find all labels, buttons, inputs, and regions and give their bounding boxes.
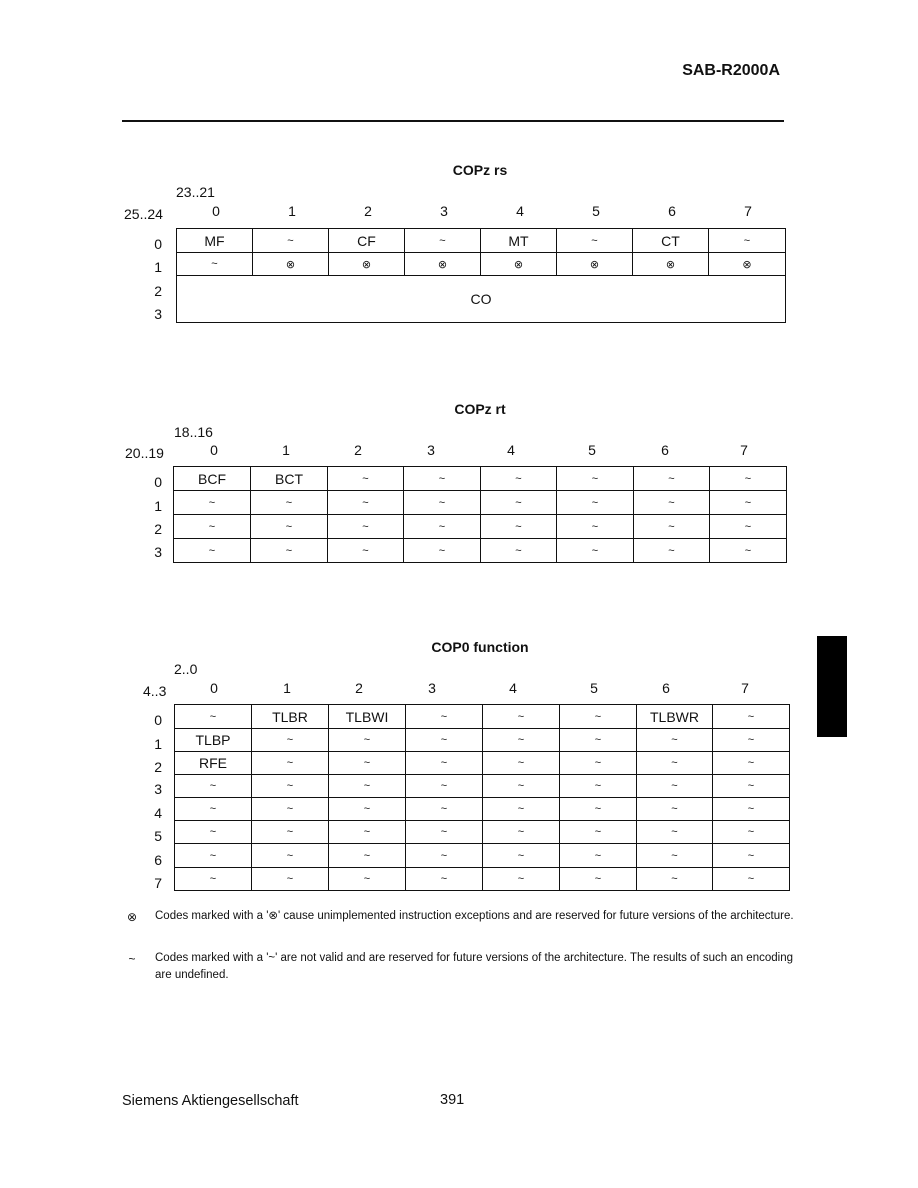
- col-header: 2: [355, 680, 363, 696]
- table-cell: TLBP: [175, 729, 252, 752]
- table-cell: ~: [637, 868, 713, 891]
- table-row: [177, 229, 786, 253]
- col-header: 0: [212, 203, 220, 219]
- table-cell: TLBWI: [329, 705, 406, 729]
- table-cell: ~: [713, 798, 790, 821]
- copz-rt-table: [173, 466, 787, 563]
- reserved-exception-cell: ⊗: [405, 253, 481, 276]
- table-cell: ~: [329, 798, 406, 821]
- col-header: 3: [428, 680, 436, 696]
- table-cell: ~: [557, 491, 634, 515]
- table-cell: ~: [483, 868, 560, 891]
- table-cell: ~: [174, 491, 251, 515]
- table-cell: ~: [713, 729, 790, 752]
- table-cell: ~: [483, 798, 560, 821]
- reserved-exception-cell: ⊗: [557, 253, 633, 276]
- table-cell: ~: [713, 868, 790, 891]
- table-cell: MT: [481, 229, 557, 253]
- table-cell: MF: [177, 229, 253, 253]
- table-cell: BCF: [174, 467, 251, 491]
- table-row: [177, 276, 786, 323]
- col-header: 5: [590, 680, 598, 696]
- table-cell: ~: [481, 491, 557, 515]
- col-header: 0: [210, 442, 218, 458]
- table-cell: ~: [557, 229, 633, 253]
- reserved-exception-cell: ⊗: [253, 253, 329, 276]
- table-cell: ~: [560, 821, 637, 844]
- table-cell: ~: [483, 775, 560, 798]
- table-cell: ~: [557, 515, 634, 539]
- row-header: 1: [154, 259, 162, 275]
- row-header: 2: [154, 521, 162, 537]
- note-reserved-exception: Codes marked with a '⊗' cause unimplemented instruction exceptions and are reserved for future versions of the architecture.: [155, 910, 794, 922]
- table-cell: ~: [252, 821, 329, 844]
- row-header: 1: [154, 498, 162, 514]
- thumb-index-tab: [817, 636, 847, 737]
- table-cell: ~: [404, 515, 481, 539]
- table-cell: ~: [483, 729, 560, 752]
- note-symbol-reserved-exception: ⊗: [126, 910, 138, 924]
- table-cell: ~: [252, 775, 329, 798]
- table-cell: ~: [634, 467, 710, 491]
- table-cell: ~: [174, 539, 251, 563]
- table-cell: ~: [328, 515, 404, 539]
- table-cell: ~: [406, 705, 483, 729]
- table-cell: ~: [175, 844, 252, 868]
- table-cell: ~: [405, 229, 481, 253]
- table-cell: ~: [329, 821, 406, 844]
- table-cell: ~: [637, 775, 713, 798]
- table-cell: TLBR: [252, 705, 329, 729]
- col-header: 1: [282, 442, 290, 458]
- table-cell: ~: [177, 253, 253, 276]
- row-header: 0: [154, 712, 162, 728]
- note-invalid: Codes marked with a '~' are not valid and are reserved for future versions of the architecture. The results of such an encoding are undefined.: [155, 952, 793, 981]
- col-header: 0: [210, 680, 218, 696]
- table-cell: ~: [483, 844, 560, 868]
- table-cell: ~: [175, 798, 252, 821]
- table-cell: ~: [483, 705, 560, 729]
- table-cell: ~: [713, 775, 790, 798]
- table-cell: ~: [406, 775, 483, 798]
- table-cell: ~: [252, 798, 329, 821]
- col-header: 7: [744, 203, 752, 219]
- table-row: [174, 467, 787, 491]
- col-header: 4: [507, 442, 515, 458]
- table-cell: ~: [481, 467, 557, 491]
- table-cell: CF: [329, 229, 405, 253]
- header-rule: [122, 120, 784, 122]
- table-cell: ~: [251, 539, 328, 563]
- table-cell: ~: [252, 868, 329, 891]
- reserved-exception-cell: ⊗: [709, 253, 786, 276]
- table-cell: ~: [634, 515, 710, 539]
- table-cell: BCT: [251, 467, 328, 491]
- table-row: [177, 253, 786, 276]
- table-cell: ~: [253, 229, 329, 253]
- col-header: 6: [661, 442, 669, 458]
- table-cell: ~: [252, 752, 329, 775]
- reserved-exception-cell: ⊗: [481, 253, 557, 276]
- note-symbol-invalid: ~: [128, 952, 136, 966]
- table-cell: ~: [483, 821, 560, 844]
- table-cell: ~: [713, 821, 790, 844]
- table-cell: ~: [406, 729, 483, 752]
- table-cell: ~: [328, 467, 404, 491]
- table-cell: ~: [637, 821, 713, 844]
- table-cell: ~: [560, 798, 637, 821]
- table-cell: ~: [713, 844, 790, 868]
- table-cell: ~: [251, 491, 328, 515]
- copz-rs-title: COPz rs: [452, 162, 508, 178]
- table-cell: ~: [634, 491, 710, 515]
- col-header: 6: [668, 203, 676, 219]
- copz-rt-col-bits: 18..16: [174, 424, 213, 440]
- copz-rs-table: [176, 228, 786, 323]
- cop0-function-title: COP0 function: [431, 639, 529, 655]
- col-header: 6: [662, 680, 670, 696]
- table-cell: ~: [404, 467, 481, 491]
- table-cell: ~: [175, 775, 252, 798]
- table-cell: ~: [560, 844, 637, 868]
- table-row: [174, 539, 787, 563]
- table-cell: ~: [637, 752, 713, 775]
- table-cell: ~: [634, 539, 710, 563]
- col-header: 2: [354, 442, 362, 458]
- table-cell: ~: [710, 515, 787, 539]
- table-cell: ~: [560, 729, 637, 752]
- table-cell: ~: [637, 844, 713, 868]
- table-cell: ~: [709, 229, 786, 253]
- row-header: 3: [154, 306, 162, 322]
- table-row: [175, 868, 790, 891]
- table-cell: ~: [329, 752, 406, 775]
- row-header: 0: [154, 474, 162, 490]
- table-cell: ~: [713, 705, 790, 729]
- row-header: 2: [154, 759, 162, 775]
- copz-rt-row-bits: 20..19: [125, 445, 164, 461]
- row-header: 6: [154, 852, 162, 868]
- reserved-exception-cell: ⊗: [329, 253, 405, 276]
- table-cell: ~: [174, 515, 251, 539]
- col-header: 1: [288, 203, 296, 219]
- col-header: 3: [440, 203, 448, 219]
- table-cell: ~: [713, 752, 790, 775]
- table-cell: ~: [175, 821, 252, 844]
- copz-rt-title: COPz rt: [454, 401, 506, 417]
- table-cell: ~: [175, 705, 252, 729]
- table-cell: ~: [329, 775, 406, 798]
- col-header: 5: [588, 442, 596, 458]
- row-header: 2: [154, 283, 162, 299]
- table-cell: ~: [483, 752, 560, 775]
- table-row: [175, 775, 790, 798]
- table-cell: ~: [637, 798, 713, 821]
- row-header: 4: [154, 805, 162, 821]
- table-cell: ~: [406, 752, 483, 775]
- row-header: 5: [154, 828, 162, 844]
- table-cell: ~: [557, 539, 634, 563]
- row-header: 0: [154, 236, 162, 252]
- cop0-col-bits: 2..0: [174, 661, 198, 677]
- table-cell: ~: [406, 844, 483, 868]
- row-header: 3: [154, 781, 162, 797]
- document-id: SAB-R2000A: [682, 62, 780, 79]
- col-header: 4: [509, 680, 517, 696]
- col-header: 4: [516, 203, 524, 219]
- row-header: 1: [154, 736, 162, 752]
- footer-company: Siemens Aktiengesellschaft: [122, 1093, 299, 1109]
- table-row: [175, 752, 790, 775]
- col-header: 5: [592, 203, 600, 219]
- copz-rs-row-bits: 25..24: [124, 206, 163, 222]
- copz-rs-col-bits: 23..21: [176, 184, 215, 200]
- table-cell: ~: [252, 844, 329, 868]
- table-row: [174, 491, 787, 515]
- table-cell: ~: [560, 775, 637, 798]
- table-row: [175, 705, 790, 729]
- row-header: 7: [154, 875, 162, 891]
- col-header: 1: [283, 680, 291, 696]
- table-cell: ~: [481, 539, 557, 563]
- table-cell: ~: [406, 868, 483, 891]
- table-cell: ~: [710, 467, 787, 491]
- table-cell: ~: [406, 798, 483, 821]
- table-cell: ~: [328, 539, 404, 563]
- cop0-row-bits: 4..3: [143, 683, 167, 699]
- table-cell: ~: [175, 868, 252, 891]
- table-cell: ~: [329, 729, 406, 752]
- col-header: 7: [741, 680, 749, 696]
- table-cell: ~: [710, 491, 787, 515]
- table-cell: ~: [329, 868, 406, 891]
- table-row: [175, 844, 790, 868]
- table-cell: CT: [633, 229, 709, 253]
- reserved-exception-cell: ⊗: [633, 253, 709, 276]
- table-cell: ~: [560, 752, 637, 775]
- table-cell: ~: [557, 467, 634, 491]
- cop0-function-table: [174, 704, 790, 891]
- table-cell: ~: [251, 515, 328, 539]
- table-row: [175, 798, 790, 821]
- table-row: [174, 515, 787, 539]
- table-cell: ~: [406, 821, 483, 844]
- table-cell: RFE: [175, 752, 252, 775]
- page-number: 391: [440, 1092, 465, 1108]
- col-header: 7: [740, 442, 748, 458]
- table-cell: ~: [481, 515, 557, 539]
- table-cell: ~: [637, 729, 713, 752]
- table-cell: TLBWR: [637, 705, 713, 729]
- table-row: [175, 729, 790, 752]
- col-header: 2: [364, 203, 372, 219]
- col-header: 3: [427, 442, 435, 458]
- co-merged-cell: CO: [177, 276, 786, 323]
- table-cell: ~: [252, 729, 329, 752]
- table-cell: ~: [710, 539, 787, 563]
- table-cell: ~: [404, 491, 481, 515]
- table-cell: ~: [560, 868, 637, 891]
- table-row: [175, 821, 790, 844]
- table-cell: ~: [329, 844, 406, 868]
- row-header: 3: [154, 544, 162, 560]
- table-cell: ~: [560, 705, 637, 729]
- table-cell: ~: [328, 491, 404, 515]
- table-cell: ~: [404, 539, 481, 563]
